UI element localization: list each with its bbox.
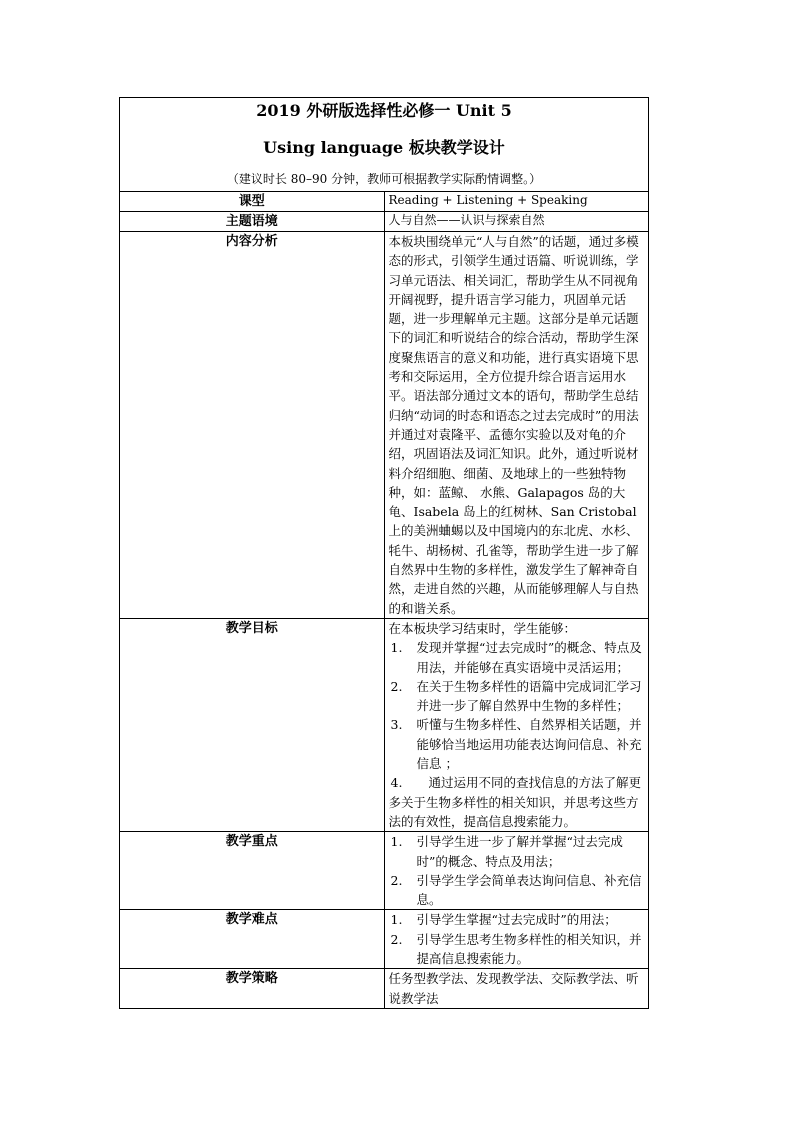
row-analysis <box>120 232 649 619</box>
label-objectives: 教学目标 <box>120 618 385 831</box>
list-item <box>389 910 645 929</box>
row-course-type <box>120 192 649 212</box>
list-item-text: 引导学生掌握“过去完成时”的用法； <box>416 912 617 928</box>
label-difficulties: 教学难点 <box>120 910 385 969</box>
list-item-text: 听懂与生物多样性、自然界相关话题，并能够恰当地运用功能表达询问信息、补充信息 ； <box>416 717 642 772</box>
objectives-intro: 在本板块学习结束时，学生能够： <box>388 620 577 636</box>
list-item-number: 2. <box>390 872 403 888</box>
list-item-number: 2. <box>390 931 403 947</box>
value-course-type: Reading + Listening + Speaking <box>384 192 649 212</box>
row-key-points <box>120 832 649 910</box>
label-analysis: 内容分析 <box>120 232 385 619</box>
label-course-type: 课型 <box>120 192 385 212</box>
label-theme: 主题语境 <box>120 212 385 232</box>
list-item-text: 发现并掌握“过去完成时”的概念、特点及用法，并能够在真实语境中灵活运用； <box>416 640 642 675</box>
value-key-points <box>384 832 649 910</box>
row-objectives <box>120 618 649 831</box>
document-title: 2019 外研版选择性必修一 Unit 5 <box>256 101 512 120</box>
list-item-number: 4. <box>390 775 403 791</box>
value-difficulties <box>384 910 649 969</box>
list-item-text: 引导学生学会简单表达询问信息、补充信息。 <box>416 872 642 908</box>
label-strategies: 教学策略 <box>120 969 385 1009</box>
list-item-text: 通过运用不同的查找信息的方法了解更多关于生物多样性的相关知识，并思考这些方法的有效性，提高信息搜索能力。 <box>388 775 642 829</box>
label-key-points: 教学重点 <box>120 832 385 910</box>
lesson-plan-table <box>119 97 649 1009</box>
list-item <box>389 638 645 677</box>
value-objectives <box>384 618 649 831</box>
list-item-text: 引导学生进一步了解并掌握“过去完成时”的概念、特点及用法； <box>416 834 623 869</box>
list-item <box>389 773 645 831</box>
value-analysis: 本板块围绕单元“人与自然”的话题，通过多模态的形式，引领学生通过语篇、听说训练，学习单元语法、相关词汇，帮助学生从不同视角开阔视野，提升语言学习能力，巩固单元话题，进一步理解单元主题。这部分是单元话题下的词汇和听说结合的综合活动，帮助学生深度聚焦语言的意义和功能，进行真实语境下思考和交际运用，全方位提升综合语言运用水平。语法部分通过文本的语句，帮助学生总结归纳“动词的时态和语态之过去完成时”的用法并通过对袁隆平、孟德尔实验以及对龟的介绍，巩固语法及词汇知识。此外，通过听说材料介绍细胞、细菌、及地球上的一些独特物种，如：蓝鲸、 水熊、Galapagos 岛的大龟、Isabela 岛上的红树林、San Cristobal 上的美洲蛐蜴以及中国境内的东北虎、水杉、牦牛、胡杨树、孔雀等，帮助学生进一步了解自然界中生物的多样性，激发学生了解神奇自然，走进自然的兴趣，从而能够理解人与自热的和谐关系。 <box>384 232 649 619</box>
list-item <box>389 871 645 910</box>
list-item-number: 3. <box>390 717 403 733</box>
list-item <box>389 715 645 773</box>
list-item <box>389 930 645 969</box>
document-subtitle: Using language 板块教学设计 <box>263 138 505 157</box>
duration-note: （建议时长 80–90 分钟，教师可根据教学实际酌情调整。） <box>226 172 542 186</box>
row-theme <box>120 212 649 232</box>
value-strategies: 任务型教学法、发现教学法、交际教学法、听说教学法 <box>384 969 649 1009</box>
list-item-number: 1. <box>390 640 403 656</box>
list-item <box>389 832 645 871</box>
title-row <box>120 98 649 192</box>
list-item-text: 引导学生思考生物多样性的相关知识，并提高信息搜索能力。 <box>416 931 642 966</box>
list-item-number: 2. <box>390 678 403 694</box>
list-item <box>389 677 645 716</box>
row-strategies <box>120 969 649 1009</box>
list-item-number: 1. <box>390 834 403 850</box>
title-cell <box>120 98 649 192</box>
value-theme: 人与自然——认识与探索自然 <box>384 212 649 232</box>
list-item-text: 在关于生物多样性的语篇中完成词汇学习并进一步了解自然界中生物的多样性； <box>416 678 642 714</box>
row-difficulties <box>120 910 649 969</box>
list-item-number: 1. <box>390 912 403 928</box>
